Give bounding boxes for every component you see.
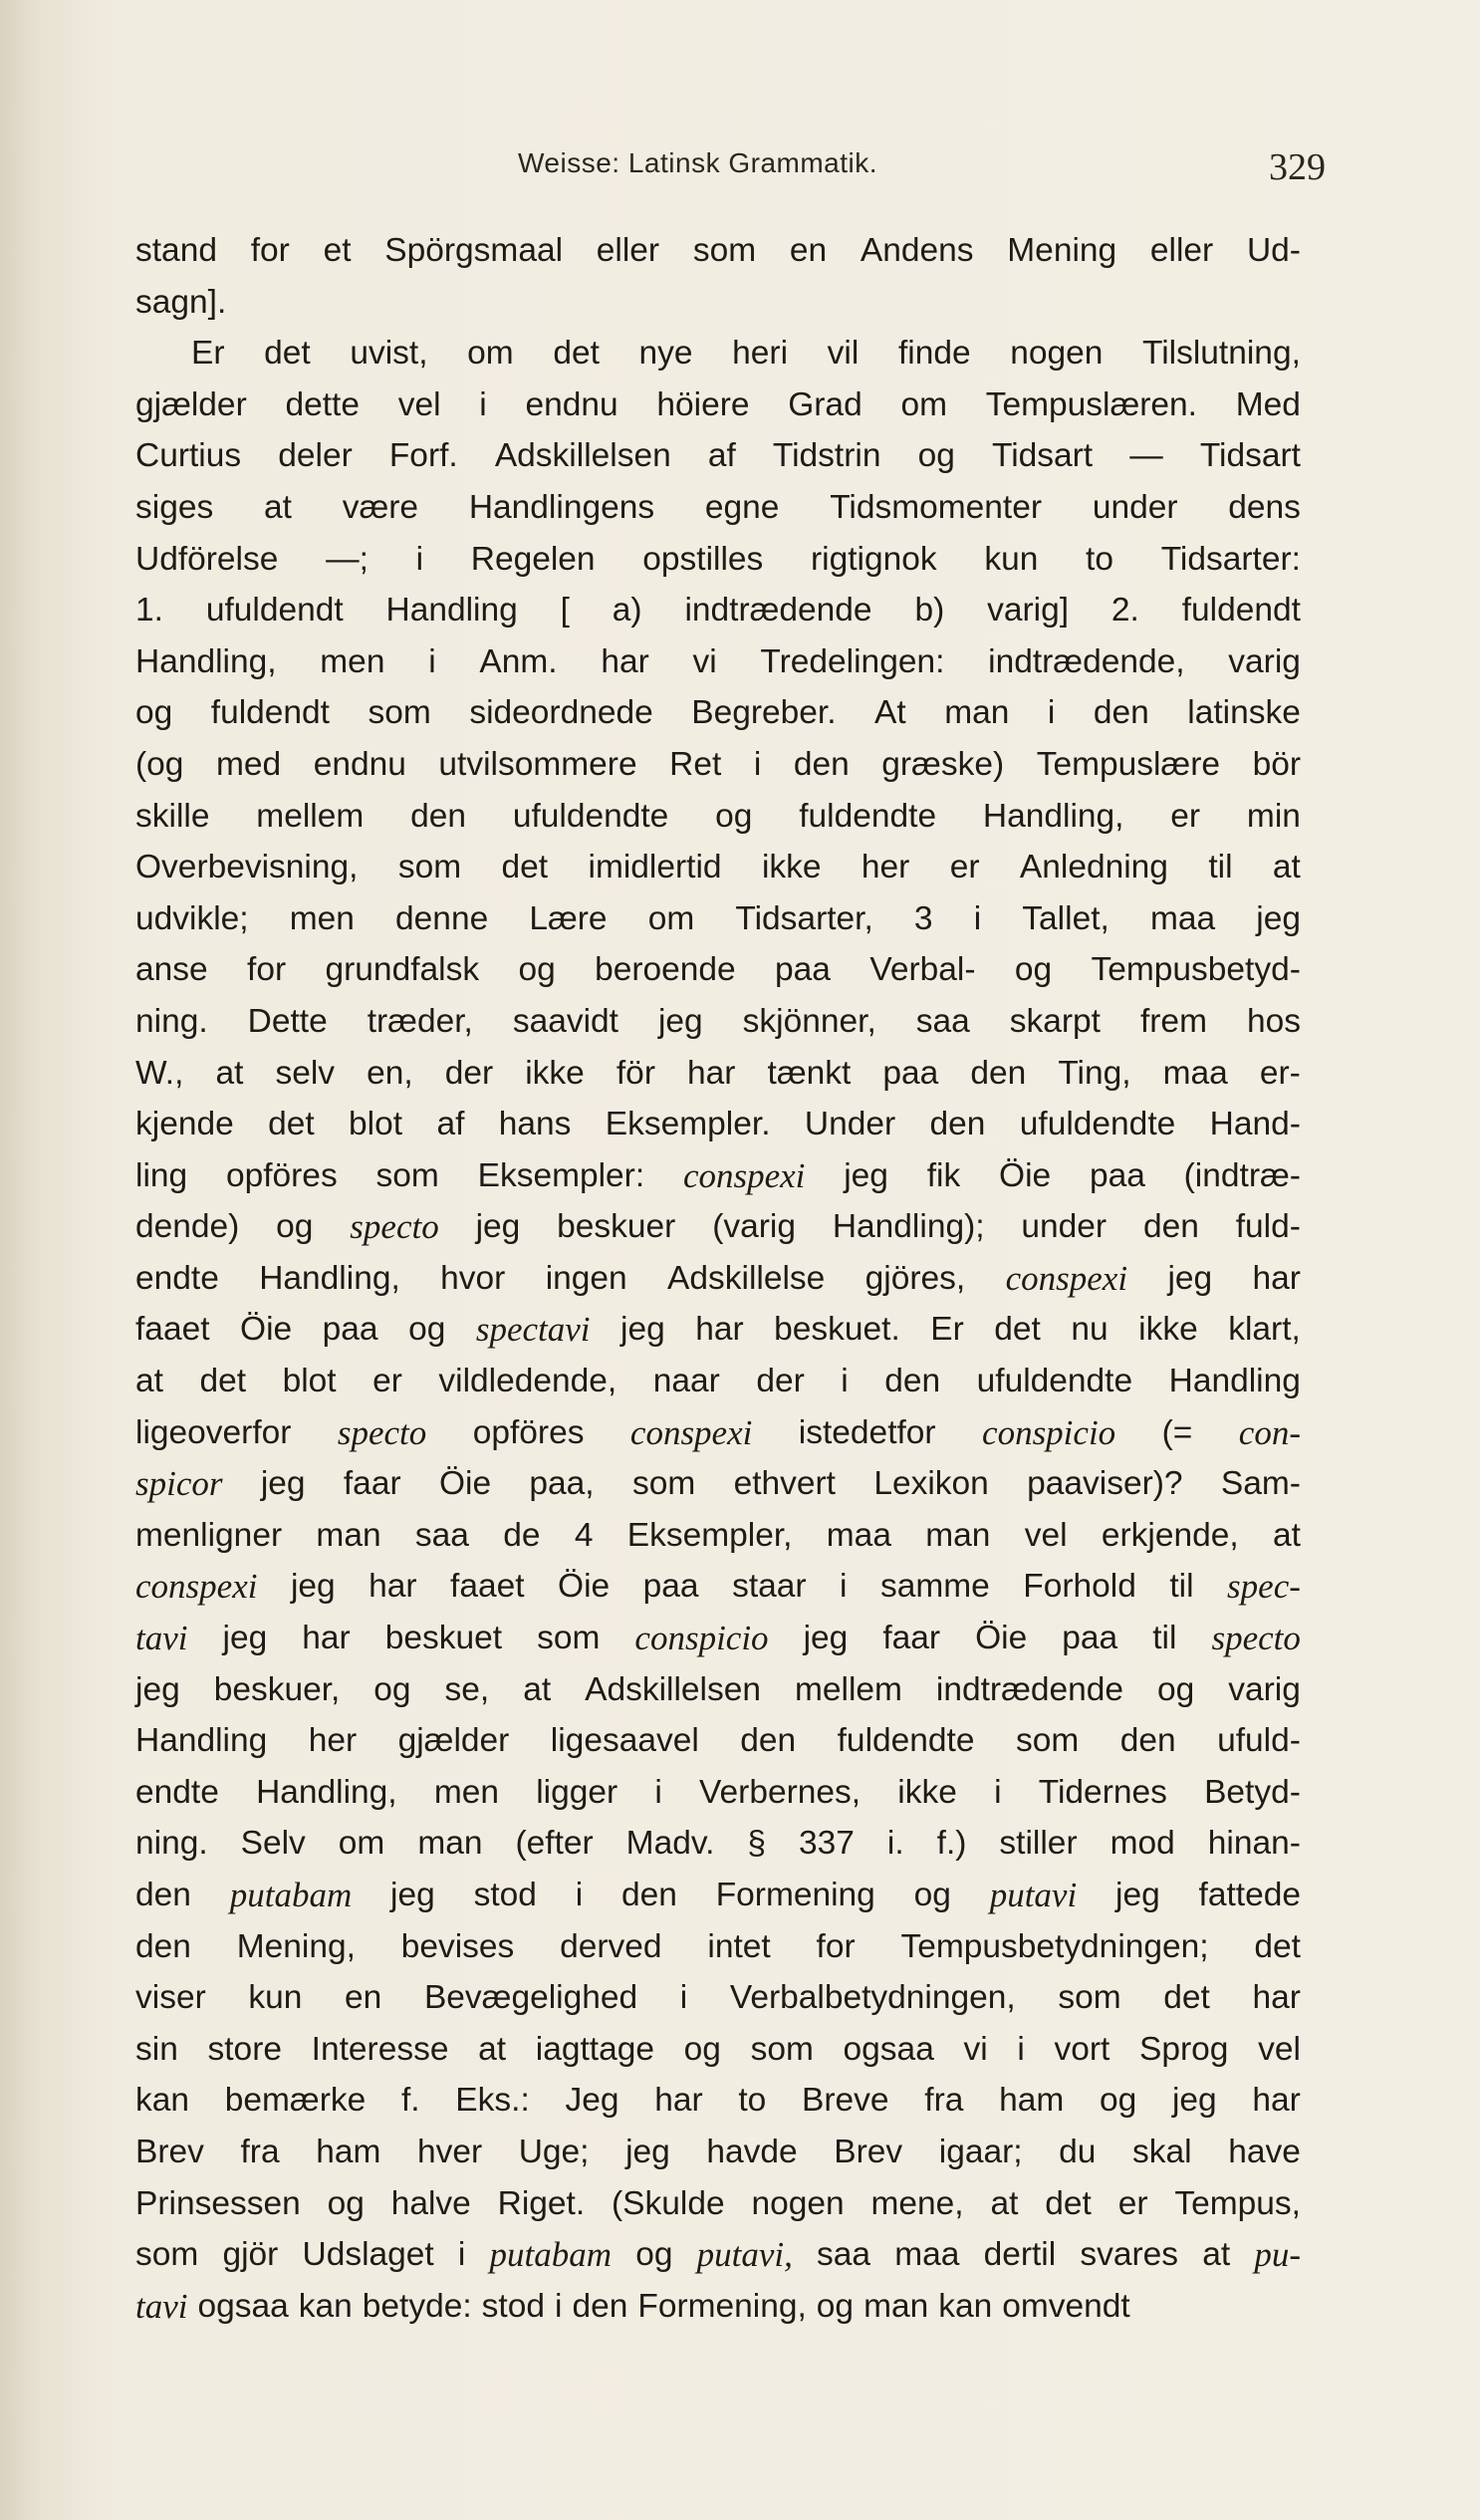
text-line: Prinsessen og halve Riget. (Skulde nogen mene, at det er Tempus, xyxy=(135,2184,1301,2222)
text-line: endte Handling, men ligger i Verbernes, ikke i Tidernes Betyd- xyxy=(135,1773,1301,1811)
text-line: kan bemærke f. Eks.: Jeg har to Breve fra ham og jeg har xyxy=(135,2082,1301,2120)
text-line: udvikle; men denne Lære om Tidsarter, 3 i Tallet, maa jeg xyxy=(135,899,1301,937)
page-number: 329 xyxy=(1269,146,1326,188)
text-line: Brev fra ham hver Uge; jeg havde Brev igaar; du skal have xyxy=(135,2133,1301,2170)
text-line: siges at være Handlingens egne Tidsmomenter under dens xyxy=(135,488,1301,526)
text-line: og fuldendt som sideordnede Begreber. At man i den latinske xyxy=(135,694,1301,732)
text-line: sin store Interesse at iagttage og som ogsaa vi i vort Sprog vel xyxy=(135,2030,1301,2068)
text-line: skille mellem den ufuldendte og fuldendte Handling, er min xyxy=(135,797,1301,835)
text-line: kjende det blot af hans Eksempler. Under den ufuldendte Hand- xyxy=(135,1106,1301,1143)
text-line: Handling, men i Anm. har vi Tredelingen: indtrædende, varig xyxy=(135,642,1301,680)
text-line: Overbevisning, som det imidlertid ikke her er Anledning til at xyxy=(135,849,1301,886)
text-line: den Mening, bevises derved intet for Tempusbetydningen; det xyxy=(135,1927,1301,1965)
text-line: som gjör Udslaget i putabam og putavi, saa maa dertil svares at pu- xyxy=(135,2235,1301,2275)
text-line: conspexi jeg har faaet Öie paa staar i samme Forhold til spec- xyxy=(135,1567,1301,1607)
text-line: endte Handling, hvor ingen Adskillelse gjöres, conspexi jeg har xyxy=(135,1258,1301,1298)
text-line: menligner man saa de 4 Eksempler, maa man vel erkjende, at xyxy=(135,1516,1301,1554)
text-line: stand for et Spörgsmaal eller som en Andens Mening eller Ud- xyxy=(135,232,1301,269)
text-line: jeg beskuer, og se, at Adskillelsen mellem indtrædende og varig xyxy=(135,1670,1301,1708)
text-line: Udförelse —; i Regelen opstilles rigtignok kun to Tidsarter: xyxy=(135,540,1301,578)
text-line: den putabam jeg stod i den Formening og putavi jeg fattede xyxy=(135,1876,1301,1914)
text-line: dende) og specto jeg beskuer (varig Handling); under den fuld- xyxy=(135,1207,1301,1247)
text-line: tavi ogsaa kan betyde: stod i den Formening, og man kan omvendt xyxy=(135,2286,1130,2326)
running-title: Weisse: Latinsk Grammatik. xyxy=(518,147,878,178)
text-line: Er det uvist, om det nye heri vil finde nogen Tilslutning, xyxy=(191,335,1301,373)
text-line: faaet Öie paa og spectavi jeg har beskuet. Er det nu ikke klart, xyxy=(135,1310,1301,1350)
text-line: 1. ufuldendt Handling [ a) indtrædende b) varig] 2. fuldendt xyxy=(135,592,1301,630)
text-line: W., at selv en, der ikke för har tænkt paa den Ting, maa er- xyxy=(135,1054,1301,1092)
text-line: Handling her gjælder ligesaavel den fuldendte som den ufuld- xyxy=(135,1722,1301,1760)
text-line: spicor jeg faar Öie paa, som ethvert Lexikon paaviser)? Sam- xyxy=(135,1464,1301,1504)
page-header xyxy=(0,147,1480,187)
text-line: ling opföres som Eksempler: conspexi jeg fik Öie paa (indtræ- xyxy=(135,1155,1301,1195)
text-line: tavi jeg har beskuet som conspicio jeg faar Öie paa til specto xyxy=(135,1619,1301,1658)
body-text xyxy=(135,225,1301,2332)
text-line: sagn]. xyxy=(135,283,227,321)
text-line: (og med endnu utvilsommere Ret i den græske) Tempuslære bör xyxy=(135,745,1301,783)
text-line: ning. Dette træder, saavidt jeg skjönner, saa skarpt frem hos xyxy=(135,1002,1301,1040)
text-line: gjælder dette vel i endnu höiere Grad om Tempuslæren. Med xyxy=(135,385,1301,423)
text-line: ning. Selv om man (efter Madv. § 337 i. f.) stiller mod hinan- xyxy=(135,1825,1301,1863)
text-line: viser kun en Bevægelighed i Verbalbetydningen, som det har xyxy=(135,1979,1301,2017)
text-line: at det blot er vildledende, naar der i den ufuldendte Handling xyxy=(135,1363,1301,1400)
text-line: anse for grundfalsk og beroende paa Verbal- og Tempusbetyd- xyxy=(135,951,1301,989)
text-line: Curtius deler Forf. Adskillelsen af Tidstrin og Tidsart — Tidsart xyxy=(135,437,1301,475)
text-line: ligeoverfor specto opföres conspexi istedetfor conspicio (= con- xyxy=(135,1412,1301,1452)
